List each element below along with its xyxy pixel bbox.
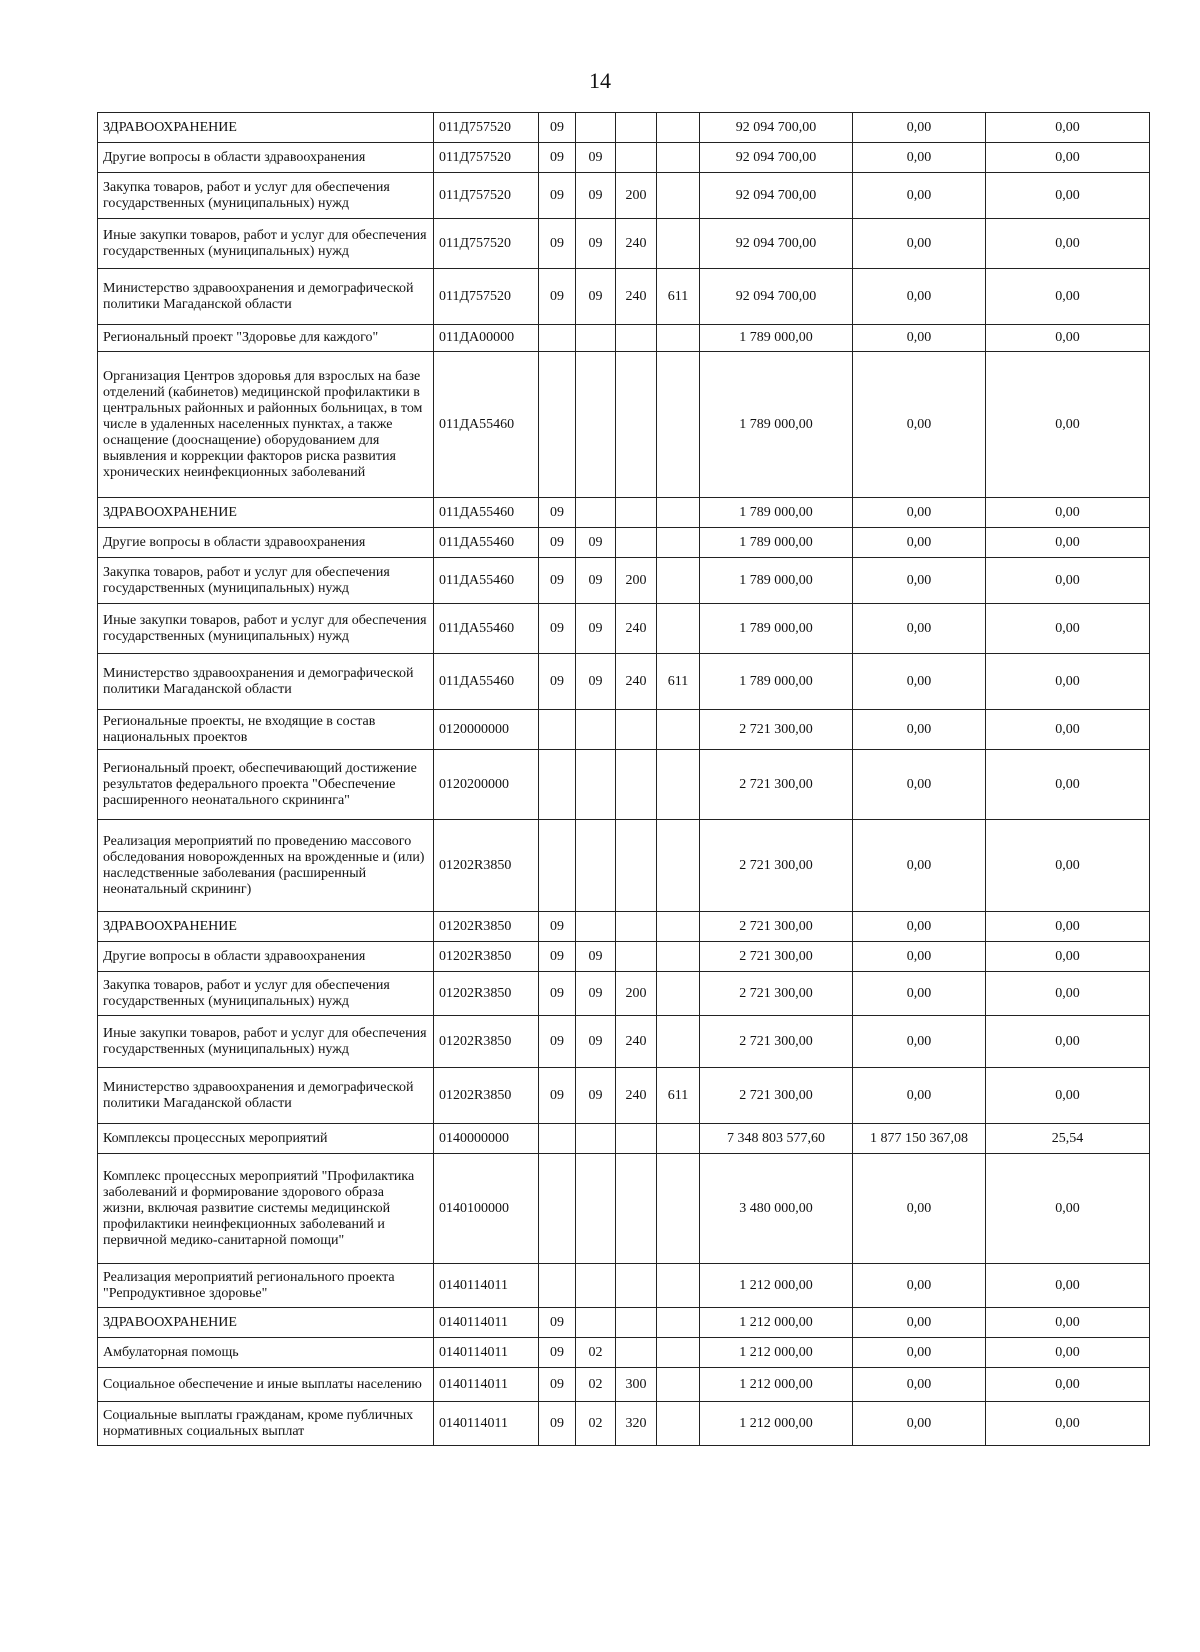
amount-planned-cell: 3 480 000,00	[700, 1154, 853, 1264]
amount-executed-cell: 0,00	[853, 604, 986, 654]
prz-code-cell	[576, 710, 616, 750]
row-name-cell: Региональный проект, обеспечивающий достижение результатов федерального проекта "Обеспечение расширенного неонатального скрининга"	[98, 750, 434, 820]
row-name-cell: Иные закупки товаров, работ и услуг для обеспечения государственных (муниципальных) нужд	[98, 219, 434, 269]
amount-planned-cell: 1 789 000,00	[700, 528, 853, 558]
grbs-code-cell	[657, 528, 700, 558]
kcsr-code-cell: 01202R3850	[434, 942, 539, 972]
row-name-cell: ЗДРАВООХРАНЕНИЕ	[98, 912, 434, 942]
prz-code-cell: 09	[576, 1016, 616, 1068]
grbs-code-cell	[657, 912, 700, 942]
prz-code-cell: 09	[576, 604, 616, 654]
execution-percent-cell: 25,54	[986, 1124, 1150, 1154]
grbs-code-cell	[657, 942, 700, 972]
kcsr-code-cell: 011Д757520	[434, 173, 539, 219]
rz-code-cell: 09	[539, 219, 576, 269]
execution-percent-cell: 0,00	[986, 143, 1150, 173]
table-row	[98, 912, 1150, 942]
vr-code-cell: 320	[616, 1402, 657, 1446]
amount-planned-cell: 2 721 300,00	[700, 972, 853, 1016]
amount-executed-cell: 0,00	[853, 113, 986, 143]
execution-percent-cell: 0,00	[986, 269, 1150, 325]
amount-executed-cell: 0,00	[853, 1338, 986, 1368]
kcsr-code-cell: 011ДА55460	[434, 528, 539, 558]
kcsr-code-cell: 0140114011	[434, 1368, 539, 1402]
amount-planned-cell: 92 094 700,00	[700, 269, 853, 325]
amount-executed-cell: 0,00	[853, 219, 986, 269]
grbs-code-cell	[657, 972, 700, 1016]
amount-executed-cell: 0,00	[853, 710, 986, 750]
amount-planned-cell: 2 721 300,00	[700, 1068, 853, 1124]
grbs-code-cell	[657, 1016, 700, 1068]
amount-executed-cell: 0,00	[853, 1016, 986, 1068]
grbs-code-cell	[657, 113, 700, 143]
table-row	[98, 219, 1150, 269]
kcsr-code-cell: 01202R3850	[434, 1068, 539, 1124]
execution-percent-cell: 0,00	[986, 1068, 1150, 1124]
amount-executed-cell: 0,00	[853, 558, 986, 604]
grbs-code-cell	[657, 1402, 700, 1446]
table-row	[98, 604, 1150, 654]
table-row	[98, 269, 1150, 325]
prz-code-cell: 02	[576, 1402, 616, 1446]
rz-code-cell: 09	[539, 1368, 576, 1402]
budget-table	[97, 112, 1150, 1446]
table-row	[98, 143, 1150, 173]
table-row	[98, 1338, 1150, 1368]
prz-code-cell	[576, 820, 616, 912]
kcsr-code-cell: 01202R3850	[434, 820, 539, 912]
prz-code-cell	[576, 498, 616, 528]
vr-code-cell	[616, 912, 657, 942]
amount-executed-cell: 0,00	[853, 352, 986, 498]
table-row	[98, 654, 1150, 710]
rz-code-cell: 09	[539, 942, 576, 972]
vr-code-cell: 240	[616, 219, 657, 269]
execution-percent-cell: 0,00	[986, 1338, 1150, 1368]
amount-planned-cell: 1 789 000,00	[700, 498, 853, 528]
grbs-code-cell	[657, 1368, 700, 1402]
rz-code-cell: 09	[539, 1338, 576, 1368]
row-name-cell: Региональные проекты, не входящие в состав национальных проектов	[98, 710, 434, 750]
prz-code-cell	[576, 352, 616, 498]
table-row	[98, 972, 1150, 1016]
amount-executed-cell: 1 877 150 367,08	[853, 1124, 986, 1154]
amount-executed-cell: 0,00	[853, 654, 986, 710]
prz-code-cell: 09	[576, 654, 616, 710]
amount-planned-cell: 2 721 300,00	[700, 1016, 853, 1068]
amount-planned-cell: 1 789 000,00	[700, 654, 853, 710]
rz-code-cell	[539, 1154, 576, 1264]
vr-code-cell: 240	[616, 1068, 657, 1124]
rz-code-cell	[539, 1264, 576, 1308]
rz-code-cell: 09	[539, 1308, 576, 1338]
execution-percent-cell: 0,00	[986, 173, 1150, 219]
amount-planned-cell: 2 721 300,00	[700, 710, 853, 750]
kcsr-code-cell: 0140114011	[434, 1402, 539, 1446]
grbs-code-cell	[657, 352, 700, 498]
prz-code-cell	[576, 325, 616, 352]
execution-percent-cell: 0,00	[986, 325, 1150, 352]
execution-percent-cell: 0,00	[986, 352, 1150, 498]
vr-code-cell	[616, 820, 657, 912]
vr-code-cell	[616, 1124, 657, 1154]
amount-executed-cell: 0,00	[853, 173, 986, 219]
vr-code-cell	[616, 325, 657, 352]
table-row	[98, 942, 1150, 972]
rz-code-cell: 09	[539, 269, 576, 325]
grbs-code-cell	[657, 498, 700, 528]
row-name-cell: Закупка товаров, работ и услуг для обеспечения государственных (муниципальных) нужд	[98, 173, 434, 219]
rz-code-cell: 09	[539, 912, 576, 942]
execution-percent-cell: 0,00	[986, 710, 1150, 750]
execution-percent-cell: 0,00	[986, 942, 1150, 972]
row-name-cell: Амбулаторная помощь	[98, 1338, 434, 1368]
amount-executed-cell: 0,00	[853, 972, 986, 1016]
kcsr-code-cell: 0120000000	[434, 710, 539, 750]
table-row	[98, 1264, 1150, 1308]
row-name-cell: ЗДРАВООХРАНЕНИЕ	[98, 498, 434, 528]
rz-code-cell: 09	[539, 173, 576, 219]
vr-code-cell: 240	[616, 1016, 657, 1068]
execution-percent-cell: 0,00	[986, 1264, 1150, 1308]
row-name-cell: Другие вопросы в области здравоохранения	[98, 528, 434, 558]
kcsr-code-cell: 011ДА55460	[434, 654, 539, 710]
table-row	[98, 750, 1150, 820]
grbs-code-cell	[657, 820, 700, 912]
amount-planned-cell: 92 094 700,00	[700, 219, 853, 269]
rz-code-cell: 09	[539, 972, 576, 1016]
grbs-code-cell	[657, 325, 700, 352]
prz-code-cell	[576, 912, 616, 942]
prz-code-cell	[576, 1308, 616, 1338]
rz-code-cell	[539, 820, 576, 912]
amount-executed-cell: 0,00	[853, 498, 986, 528]
kcsr-code-cell: 011Д757520	[434, 113, 539, 143]
kcsr-code-cell: 0140000000	[434, 1124, 539, 1154]
vr-code-cell: 240	[616, 654, 657, 710]
table-row	[98, 820, 1150, 912]
execution-percent-cell: 0,00	[986, 1154, 1150, 1264]
row-name-cell: Закупка товаров, работ и услуг для обеспечения государственных (муниципальных) нужд	[98, 558, 434, 604]
amount-planned-cell: 1 212 000,00	[700, 1338, 853, 1368]
row-name-cell: Социальные выплаты гражданам, кроме публичных нормативных социальных выплат	[98, 1402, 434, 1446]
kcsr-code-cell: 0120200000	[434, 750, 539, 820]
grbs-code-cell	[657, 604, 700, 654]
kcsr-code-cell: 011ДА55460	[434, 352, 539, 498]
execution-percent-cell: 0,00	[986, 750, 1150, 820]
row-name-cell: Министерство здравоохранения и демографической политики Магаданской области	[98, 1068, 434, 1124]
row-name-cell: ЗДРАВООХРАНЕНИЕ	[98, 113, 434, 143]
rz-code-cell: 09	[539, 1016, 576, 1068]
execution-percent-cell: 0,00	[986, 558, 1150, 604]
vr-code-cell	[616, 113, 657, 143]
execution-percent-cell: 0,00	[986, 654, 1150, 710]
amount-planned-cell: 1 212 000,00	[700, 1402, 853, 1446]
prz-code-cell	[576, 113, 616, 143]
vr-code-cell	[616, 1264, 657, 1308]
amount-planned-cell: 1 789 000,00	[700, 604, 853, 654]
page-number: 14	[589, 68, 611, 93]
vr-code-cell: 200	[616, 173, 657, 219]
vr-code-cell	[616, 1308, 657, 1338]
prz-code-cell: 02	[576, 1338, 616, 1368]
table-row	[98, 1154, 1150, 1264]
row-name-cell: Организация Центров здоровья для взрослых на базе отделений (кабинетов) медицинской профилактики в центральных районных и районных больницах, в том числе в удаленных населенных пунктах, а также оснащение (дооснащение) оборудованием для выявления и коррекции факторов риска развития хронических неинфекционных заболеваний	[98, 352, 434, 498]
table-row	[98, 1368, 1150, 1402]
prz-code-cell: 09	[576, 1068, 616, 1124]
execution-percent-cell: 0,00	[986, 1402, 1150, 1446]
amount-planned-cell: 2 721 300,00	[700, 750, 853, 820]
rz-code-cell	[539, 1124, 576, 1154]
vr-code-cell: 300	[616, 1368, 657, 1402]
rz-code-cell	[539, 352, 576, 498]
kcsr-code-cell: 011ДА55460	[434, 498, 539, 528]
execution-percent-cell: 0,00	[986, 219, 1150, 269]
prz-code-cell: 09	[576, 972, 616, 1016]
amount-executed-cell: 0,00	[853, 942, 986, 972]
kcsr-code-cell: 01202R3850	[434, 1016, 539, 1068]
kcsr-code-cell: 011Д757520	[434, 219, 539, 269]
grbs-code-cell: 611	[657, 654, 700, 710]
execution-percent-cell: 0,00	[986, 498, 1150, 528]
kcsr-code-cell: 011ДА00000	[434, 325, 539, 352]
table-row	[98, 528, 1150, 558]
row-name-cell: Комплекс процессных мероприятий "Профилактика заболеваний и формирование здорового образа жизни, включая развитие системы медицинской профилактики неинфекционных заболеваний и первичной медико-санитарной помощи"	[98, 1154, 434, 1264]
rz-code-cell: 09	[539, 498, 576, 528]
amount-planned-cell: 2 721 300,00	[700, 820, 853, 912]
table-row	[98, 173, 1150, 219]
grbs-code-cell	[657, 143, 700, 173]
kcsr-code-cell: 0140114011	[434, 1338, 539, 1368]
row-name-cell: Министерство здравоохранения и демографической политики Магаданской области	[98, 269, 434, 325]
amount-executed-cell: 0,00	[853, 269, 986, 325]
amount-planned-cell: 1 789 000,00	[700, 352, 853, 498]
row-name-cell: Социальное обеспечение и иные выплаты населению	[98, 1368, 434, 1402]
amount-executed-cell: 0,00	[853, 750, 986, 820]
vr-code-cell	[616, 498, 657, 528]
grbs-code-cell: 611	[657, 1068, 700, 1124]
execution-percent-cell: 0,00	[986, 528, 1150, 558]
row-name-cell: Другие вопросы в области здравоохранения	[98, 143, 434, 173]
vr-code-cell	[616, 528, 657, 558]
kcsr-code-cell: 011Д757520	[434, 143, 539, 173]
vr-code-cell	[616, 352, 657, 498]
vr-code-cell	[616, 942, 657, 972]
amount-planned-cell: 1 212 000,00	[700, 1264, 853, 1308]
table-row	[98, 325, 1150, 352]
execution-percent-cell: 0,00	[986, 1368, 1150, 1402]
vr-code-cell: 240	[616, 604, 657, 654]
amount-executed-cell: 0,00	[853, 1154, 986, 1264]
rz-code-cell	[539, 750, 576, 820]
amount-executed-cell: 0,00	[853, 1264, 986, 1308]
table-row	[98, 1124, 1150, 1154]
grbs-code-cell	[657, 710, 700, 750]
prz-code-cell: 09	[576, 269, 616, 325]
table-row	[98, 352, 1150, 498]
prz-code-cell	[576, 1154, 616, 1264]
rz-code-cell: 09	[539, 1402, 576, 1446]
amount-planned-cell: 1 789 000,00	[700, 558, 853, 604]
amount-executed-cell: 0,00	[853, 143, 986, 173]
execution-percent-cell: 0,00	[986, 604, 1150, 654]
rz-code-cell	[539, 325, 576, 352]
amount-executed-cell: 0,00	[853, 1368, 986, 1402]
amount-executed-cell: 0,00	[853, 820, 986, 912]
rz-code-cell: 09	[539, 604, 576, 654]
amount-planned-cell: 92 094 700,00	[700, 113, 853, 143]
grbs-code-cell	[657, 1308, 700, 1338]
vr-code-cell: 200	[616, 558, 657, 604]
amount-planned-cell: 7 348 803 577,60	[700, 1124, 853, 1154]
vr-code-cell	[616, 710, 657, 750]
prz-code-cell: 09	[576, 528, 616, 558]
grbs-code-cell: 611	[657, 269, 700, 325]
vr-code-cell: 240	[616, 269, 657, 325]
table-row	[98, 1016, 1150, 1068]
row-name-cell: Комплексы процессных мероприятий	[98, 1124, 434, 1154]
amount-planned-cell: 2 721 300,00	[700, 912, 853, 942]
table-row	[98, 558, 1150, 604]
row-name-cell: Другие вопросы в области здравоохранения	[98, 942, 434, 972]
rz-code-cell: 09	[539, 113, 576, 143]
kcsr-code-cell: 0140114011	[434, 1308, 539, 1338]
amount-executed-cell: 0,00	[853, 325, 986, 352]
prz-code-cell	[576, 750, 616, 820]
execution-percent-cell: 0,00	[986, 113, 1150, 143]
table-row	[98, 1402, 1150, 1446]
rz-code-cell	[539, 710, 576, 750]
row-name-cell: Региональный проект "Здоровье для каждого"	[98, 325, 434, 352]
rz-code-cell: 09	[539, 654, 576, 710]
prz-code-cell: 09	[576, 558, 616, 604]
prz-code-cell: 09	[576, 143, 616, 173]
grbs-code-cell	[657, 219, 700, 269]
amount-planned-cell: 1 789 000,00	[700, 325, 853, 352]
amount-planned-cell: 2 721 300,00	[700, 942, 853, 972]
vr-code-cell: 200	[616, 972, 657, 1016]
amount-planned-cell: 1 212 000,00	[700, 1368, 853, 1402]
execution-percent-cell: 0,00	[986, 912, 1150, 942]
kcsr-code-cell: 01202R3850	[434, 912, 539, 942]
vr-code-cell	[616, 1154, 657, 1264]
prz-code-cell: 09	[576, 219, 616, 269]
amount-executed-cell: 0,00	[853, 528, 986, 558]
rz-code-cell: 09	[539, 143, 576, 173]
kcsr-code-cell: 011ДА55460	[434, 604, 539, 654]
execution-percent-cell: 0,00	[986, 1016, 1150, 1068]
grbs-code-cell	[657, 1264, 700, 1308]
execution-percent-cell: 0,00	[986, 972, 1150, 1016]
grbs-code-cell	[657, 1154, 700, 1264]
execution-percent-cell: 0,00	[986, 1308, 1150, 1338]
kcsr-code-cell: 0140114011	[434, 1264, 539, 1308]
amount-planned-cell: 92 094 700,00	[700, 143, 853, 173]
row-name-cell: Реализация мероприятий регионального проекта "Репродуктивное здоровье"	[98, 1264, 434, 1308]
row-name-cell: Реализация мероприятий по проведению массового обследования новорожденных на врожденные и (или) наследственные заболевания (расширенный неонатальный скрининг)	[98, 820, 434, 912]
row-name-cell: Министерство здравоохранения и демографической политики Магаданской области	[98, 654, 434, 710]
kcsr-code-cell: 011ДА55460	[434, 558, 539, 604]
rz-code-cell: 09	[539, 558, 576, 604]
grbs-code-cell	[657, 558, 700, 604]
row-name-cell: Иные закупки товаров, работ и услуг для обеспечения государственных (муниципальных) нужд	[98, 1016, 434, 1068]
amount-executed-cell: 0,00	[853, 1402, 986, 1446]
execution-percent-cell: 0,00	[986, 820, 1150, 912]
amount-executed-cell: 0,00	[853, 1308, 986, 1338]
kcsr-code-cell: 011Д757520	[434, 269, 539, 325]
grbs-code-cell	[657, 173, 700, 219]
grbs-code-cell	[657, 1338, 700, 1368]
prz-code-cell: 02	[576, 1368, 616, 1402]
table-row	[98, 113, 1150, 143]
vr-code-cell	[616, 143, 657, 173]
row-name-cell: ЗДРАВООХРАНЕНИЕ	[98, 1308, 434, 1338]
amount-planned-cell: 92 094 700,00	[700, 173, 853, 219]
grbs-code-cell	[657, 1124, 700, 1154]
amount-executed-cell: 0,00	[853, 912, 986, 942]
prz-code-cell	[576, 1124, 616, 1154]
row-name-cell: Закупка товаров, работ и услуг для обеспечения государственных (муниципальных) нужд	[98, 972, 434, 1016]
vr-code-cell	[616, 750, 657, 820]
table-row	[98, 1308, 1150, 1338]
table-row	[98, 1068, 1150, 1124]
prz-code-cell	[576, 1264, 616, 1308]
rz-code-cell: 09	[539, 528, 576, 558]
amount-executed-cell: 0,00	[853, 1068, 986, 1124]
row-name-cell: Иные закупки товаров, работ и услуг для обеспечения государственных (муниципальных) нужд	[98, 604, 434, 654]
amount-planned-cell: 1 212 000,00	[700, 1308, 853, 1338]
prz-code-cell: 09	[576, 942, 616, 972]
vr-code-cell	[616, 1338, 657, 1368]
grbs-code-cell	[657, 750, 700, 820]
prz-code-cell: 09	[576, 173, 616, 219]
table-row	[98, 498, 1150, 528]
kcsr-code-cell: 01202R3850	[434, 972, 539, 1016]
table-row	[98, 710, 1150, 750]
rz-code-cell: 09	[539, 1068, 576, 1124]
kcsr-code-cell: 0140100000	[434, 1154, 539, 1264]
